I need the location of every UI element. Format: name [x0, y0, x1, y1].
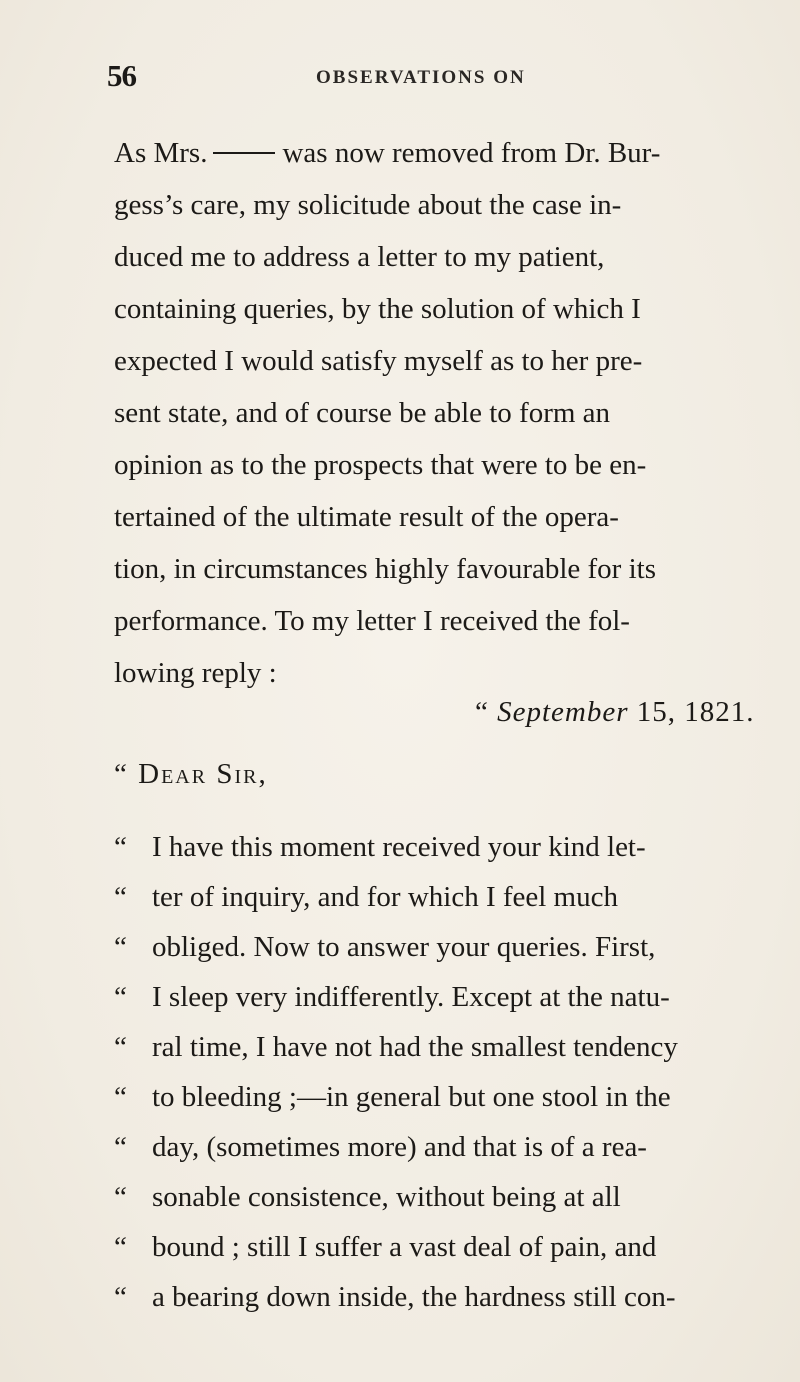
date-month: September: [497, 696, 629, 728]
letter-line-text: bound ; still I suffer a vast deal of pain, and: [152, 1231, 657, 1263]
quote-mark: “: [114, 1131, 127, 1163]
letter-date: [475, 692, 755, 732]
name-omission-dash: [213, 152, 275, 154]
letter-line-text: ter of inquiry, and for which I feel much: [152, 881, 618, 913]
letter-line-text: a bearing down inside, the hardness still con-: [152, 1281, 676, 1313]
letter-line: [114, 1127, 796, 1167]
quote-mark: “: [114, 1231, 127, 1263]
running-head: OBSERVATIONS ON: [316, 67, 526, 88]
page-number: 56: [107, 58, 136, 93]
letter-line: [114, 1077, 796, 1117]
letter-line: [114, 877, 796, 917]
text-line: lowing reply :: [114, 657, 277, 689]
quote-mark: “: [114, 1031, 127, 1063]
letter-line-text: I sleep very indifferently. Except at the natu-: [152, 981, 670, 1013]
text-line: opinion as to the prospects that were to be en-: [114, 449, 647, 481]
text-line: tertained of the ultimate result of the opera-: [114, 501, 619, 533]
letter-line-text: day, (sometimes more) and that is of a rea-: [152, 1131, 647, 1163]
text-fragment: As Mrs.: [114, 137, 208, 169]
text-line: [114, 133, 796, 173]
date-day-year: 15, 1821.: [636, 696, 755, 728]
text-line: duced me to address a letter to my patient,: [114, 241, 605, 273]
quote-mark: “: [114, 981, 127, 1013]
quote-mark: “: [114, 831, 127, 863]
letter-line: [114, 1027, 796, 1067]
text-line: performance. To my letter I received the fol-: [114, 605, 630, 637]
text-line: sent state, and of course be able to form an: [114, 397, 611, 429]
letter-line-text: ral time, I have not had the smallest tendency: [152, 1031, 678, 1063]
letter-line: [114, 927, 796, 967]
letter-line-text: I have this moment received your kind let-: [152, 831, 646, 863]
letter-line: [114, 827, 796, 867]
text-line: containing queries, by the solution of which I: [114, 293, 641, 325]
quote-mark: “: [114, 881, 127, 913]
letter-line: [114, 977, 796, 1017]
quote-mark: “: [114, 1181, 127, 1213]
letter-line-text: to bleeding ;—in general but one stool in the: [152, 1081, 671, 1113]
text-fragment: was now removed from Dr. Bur-: [282, 137, 661, 169]
letter-line-text: sonable consistence, without being at all: [152, 1181, 621, 1213]
quote-mark: “: [114, 1081, 127, 1113]
quote-mark: “: [475, 696, 489, 728]
letter-line-text: obliged. Now to answer your queries. First,: [152, 931, 656, 963]
text-line: gess’s care, my solicitude about the case in-: [114, 189, 622, 221]
letter-line: [114, 1177, 796, 1217]
letter-salutation: “ Dear Sir,: [114, 758, 268, 790]
page-header: [0, 58, 800, 98]
letter-line: [114, 1227, 796, 1267]
quote-mark: “: [114, 931, 127, 963]
letter-line: [114, 1277, 796, 1317]
text-line: expected I would satisfy myself as to her pre-: [114, 345, 643, 377]
text-line: tion, in circumstances highly favourable for its: [114, 553, 656, 585]
quote-mark: “: [114, 1281, 127, 1313]
